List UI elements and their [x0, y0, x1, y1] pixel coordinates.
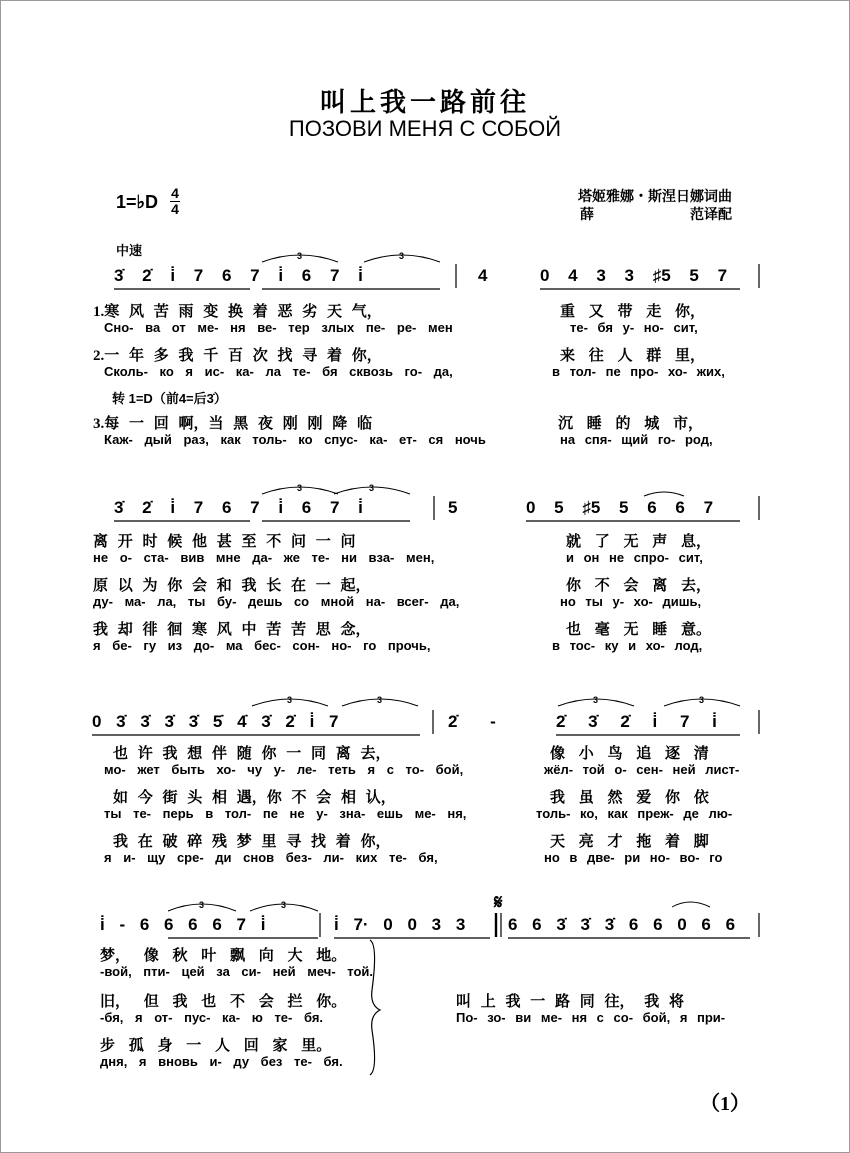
system1-lyric-3-cn-right: 沉 睡 的 城 市，: [558, 416, 704, 432]
system4-lyric-1-cn: 梦， 像 秋 叶 飘 向 大 地。: [100, 948, 347, 964]
system4-lyric-3-ru: дня, я вновь и- ду без те- бя.: [100, 1054, 343, 1069]
system1-lyric-2-cn: 2.一 年 多 我 千 百 次 找 寻 着 你，: [93, 348, 382, 364]
system2-lyric-3-cn: 我 却 徘 徊 寒 风 中 苦 苦 思 念，: [93, 622, 371, 638]
system4-lyric-2-cn: 旧， 但 我 也 不 会 拦 你。: [100, 994, 347, 1010]
system3-lyric-1-cn-right: 像 小 鸟 追 逐 清: [550, 746, 709, 762]
key-signature: 1=♭D: [116, 192, 159, 212]
system1-lyric-2-cn-right: 来 往 人 群 里，: [560, 348, 706, 364]
system2-lyric-1-ru: не о- ста- вив мне да- же те- ни вза- мен,: [93, 550, 435, 565]
system4-notation-c: 6 6 3̇ 3̇ 3̇ 6 6 0 6 6: [508, 915, 736, 934]
triplet-number: 3: [699, 695, 705, 705]
system1-notation-right: 0 4 3 3 ♯5 5 7: [540, 266, 728, 285]
credit-translator-role: 范译配: [690, 208, 732, 223]
triplet-number: 3: [297, 483, 303, 493]
system1-lyric-1-ru: Сно- ва от ме- ня ве- тер злых пе- ре- мен: [104, 320, 453, 335]
system4-notation-b: i̇ 7· 0 0 3 3: [334, 915, 466, 934]
system3-lyric-1-ru-right: жёл- той о- сен- ней лист-: [544, 762, 740, 777]
system3-notation-left: 0 3̇ 3̇ 3̇ 3̇ 5̇ 4̇ 3̇ 2̇ i̇ 7: [92, 712, 339, 731]
system3-lyric-1-ru: мо- жет быть хо- чу у- ле- теть я с то- бой,: [104, 762, 464, 777]
system3-lyric-3-cn: 我 在 破 碎 残 梦 里 寻 找 着 你，: [113, 834, 391, 850]
system3-lyric-2-ru: ты те- перь в тол- пе не у- зна- ешь ме- ня,: [104, 806, 467, 821]
triplet-number: 3: [297, 251, 303, 261]
system3-lyric-2-cn-right: 我 虽 然 爱 你 依: [550, 790, 709, 806]
system1-notation-mid: 4: [478, 266, 488, 285]
system3-notation-right: 2̇ 3̇ 2̇ i̇ 7 i̇: [556, 712, 717, 731]
system1-lyric-1-cn: 1.寒 风 苦 雨 变 换 着 恶 劣 天 气，: [93, 304, 382, 320]
system3-lyric-3-ru-right: но в две- ри но- во- го: [544, 850, 723, 865]
system3-lyric-3-ru: я и- щу сре- ди снов без- ли- ких те- бя,: [104, 850, 438, 865]
modulation-marking: 转 1=D（前4=后3̇）: [112, 391, 227, 406]
system3-lyric-2-ru-right: толь- ко, как преж- де лю-: [536, 806, 733, 821]
system2-lyric-1-cn: 离 开 时 候 他 甚 至 不 问 一 问: [93, 534, 356, 550]
triplet-number: 3: [281, 900, 287, 910]
system1-lyric-1-cn-right: 重 又 带 走 你，: [560, 304, 706, 320]
refrain-lyric-cn: 叫 上 我 一 路 同 往， 我 将: [456, 994, 685, 1010]
system2-lyric-3-ru: я бе- гу из до- ма бес- сон- но- го прочь,: [93, 638, 431, 653]
system2-notation-left: 3̇ 2̇ i̇ 7 6 7 i̇ 6 7 i̇: [114, 498, 363, 517]
system1-lyric-2-ru-right: в тол- пе про- хо- жих,: [552, 364, 725, 379]
system3-lyric-2-cn: 如 今 街 头 相 遇，你 不 会 相 认，: [113, 790, 396, 806]
system2-lyric-2-cn: 原 以 为 你 会 和 我 长 在 一 起，: [93, 578, 371, 594]
system2-lyric-2-ru-right: но ты у- хо- дишь,: [560, 594, 702, 609]
system2-lyric-2-ru: ду- ма- ла, ты бу- дешь со мной на- всег- да,: [93, 594, 460, 609]
system2-lyric-3-ru-right: в тос- ку и хо- лод,: [552, 638, 703, 653]
system2-lyric-3-cn-right: 也 毫 无 睡 意。: [566, 622, 712, 638]
title-chinese: 叫上我一路前往: [319, 88, 530, 117]
system2-notation-mid: 5: [448, 498, 458, 517]
time-signature: [170, 186, 180, 216]
system1-lyric-1-ru-right: те- бя у- но- сит,: [570, 320, 698, 335]
system2-lyric-1-ru-right: и он не спро- сит,: [566, 550, 703, 565]
title-russian: ПОЗОВИ МЕНЯ С СОБОЙ: [288, 116, 562, 141]
credit-lyrics-music: 塔姬雅娜・斯涅日娜词曲: [578, 190, 732, 205]
credit-translator-surname: 薛: [580, 208, 594, 223]
page-number: （1）: [700, 1093, 750, 1115]
time-signature-bottom: 4: [171, 201, 179, 217]
system1-notation-left: 3̇ 2̇ i̇ 7 6 7 i̇ 6 7 i̇: [114, 266, 363, 285]
system4-lyric-3-cn: 步 孤 身 一 人 回 家 里。: [100, 1038, 332, 1054]
triplet-number: 3: [377, 695, 383, 705]
triplet-number: 3: [199, 900, 205, 910]
system2-notation-right: 0 5 ♯5 5 6 6 7: [526, 498, 714, 517]
time-signature-top: 4: [171, 185, 179, 201]
system1-lyric-3-ru: Каж- дый раз, как толь- ко спус- ка- ет- ся ночь: [104, 432, 486, 447]
system4-lyric-2-ru: -бя, я от- пус- ка- ю те- бя.: [100, 1010, 324, 1025]
system4-notation-a: i̇ - 6 6 6 6 7 i̇: [100, 915, 266, 934]
system1-lyric-3-ru-right: на спя- щий го- род,: [560, 432, 713, 447]
system2-lyric-1-cn-right: 就 了 无 声 息，: [566, 534, 712, 550]
triplet-number: 3: [369, 483, 375, 493]
system3-lyric-1-cn: 也 许 我 想 伴 随 你 一 同 离 去，: [113, 746, 391, 762]
system1-lyric-3-cn: 3.每 一 回 啊，当 黑 夜 刚 刚 降 临: [93, 416, 373, 432]
system3-lyric-3-cn-right: 天 亮 才 拖 着 脚: [550, 834, 709, 850]
segno-sign: 𝄋: [494, 890, 503, 914]
system1-lyric-2-ru: Сколь- ко я ис- ка- ла те- бя сквозь го- да,: [104, 364, 453, 379]
triplet-number: 3: [593, 695, 599, 705]
tempo-marking: 中速: [116, 243, 143, 258]
triplet-number: 3: [399, 251, 405, 261]
system4-lyric-1-ru: -вой, пти- цей за си- ней меч- той.: [100, 964, 374, 979]
system2-lyric-2-cn-right: 你 不 会 离 去，: [566, 578, 712, 594]
triplet-number: 3: [287, 695, 293, 705]
refrain-lyric-ru: По- зо- ви ме- ня с со- бой, я при-: [456, 1010, 726, 1025]
system3-notation-mid: 2̇ -: [448, 712, 496, 731]
